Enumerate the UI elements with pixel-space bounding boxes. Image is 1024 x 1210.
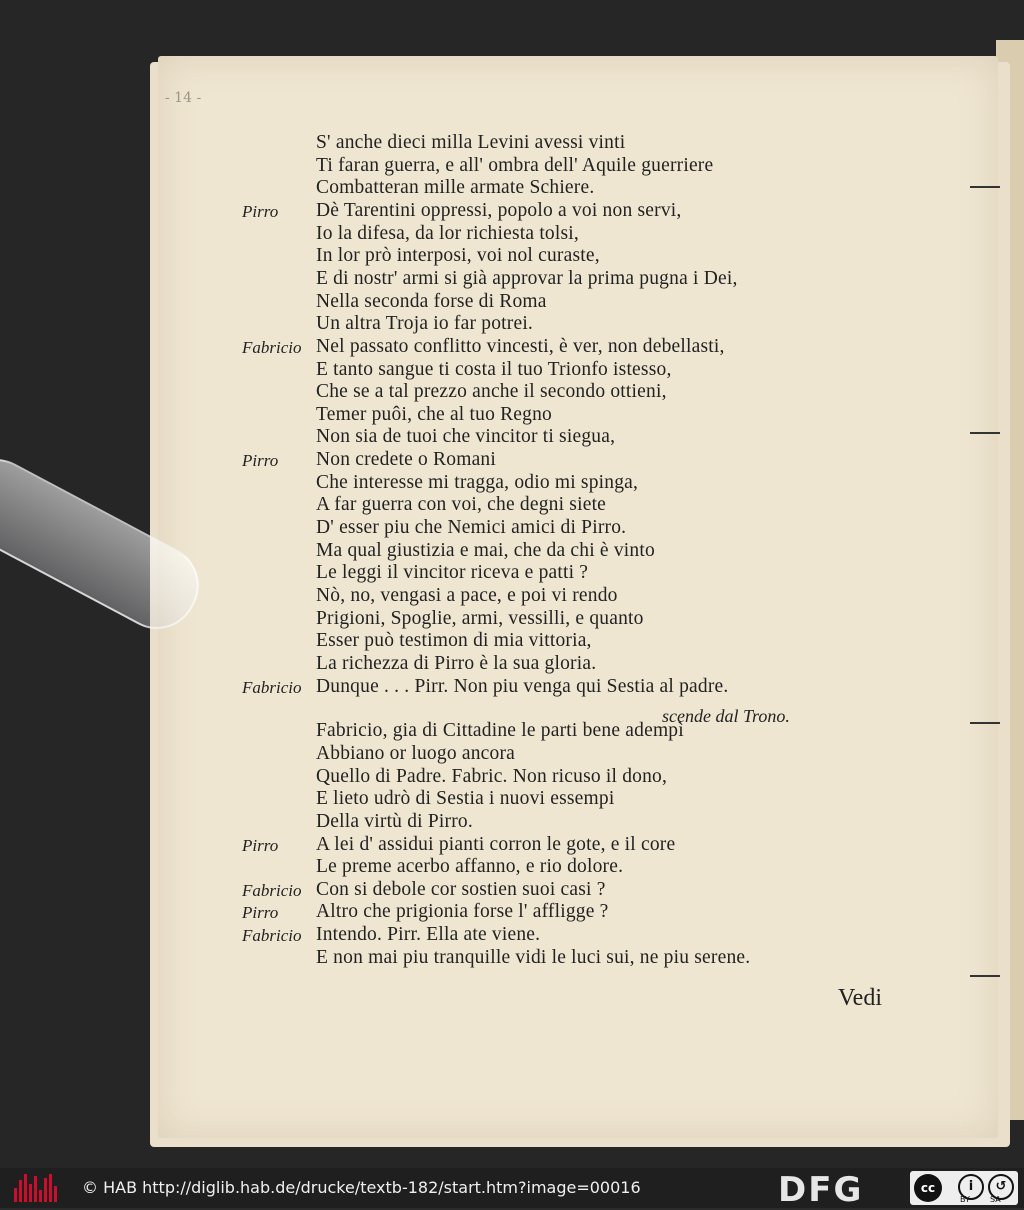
speaker-name: Pirro (242, 835, 279, 855)
verse-line: La richezza di Pirro è la sua gloria. (316, 652, 597, 674)
verse-line: Io la difesa, da lor richiesta tolsi, (316, 222, 579, 244)
sa-label: SA (990, 1195, 1001, 1204)
verse-line: E di nostr' armi si già approvar la prima pugna i Dei, (316, 267, 738, 289)
verse-line: Esser può testimon di mia vittoria, (316, 630, 592, 652)
catchword: Vedi (838, 985, 882, 1011)
by-label: BY (960, 1195, 970, 1204)
binding-mark (970, 186, 1000, 188)
speaker-name: Pirro (242, 201, 279, 221)
verse-line: Con si debole cor sostien suoi casi ? (316, 878, 606, 900)
speaker-name: Fabricio (242, 880, 302, 900)
footer-bar (0, 1168, 1024, 1208)
verse-line: Le leggi il vincitor riceva e patti ? (316, 562, 589, 584)
verse-line: E non mai piu tranquille vidi le luci sui, ne piu serene. (316, 946, 751, 968)
verse-line: Della virtù di Pirro. (316, 810, 473, 832)
speaker-name: Fabricio (242, 926, 302, 946)
page-number: - 14 - (165, 90, 202, 106)
verse-line: Nella seconda forse di Roma (316, 290, 547, 312)
dfg-logo: DFG (778, 1170, 864, 1210)
verse-line: Combatteran mille armate Schiere. (316, 177, 595, 199)
verse-line: Un altra Troja io far potrei. (316, 313, 534, 335)
stage-direction: scende dal Trono. (662, 706, 790, 726)
verse-line: Dunque . . . Pirr. Non piu venga qui Sestia al padre. (316, 675, 729, 697)
speaker-name: Pirro (242, 451, 279, 471)
by-icon: i (958, 1174, 984, 1200)
verse-line: E lieto udrò di Sestia i nuovi essempi (316, 788, 615, 810)
verse-line: Dè Tarentini oppressi, popolo a voi non servi, (316, 199, 682, 221)
hab-logo-icon (14, 1174, 60, 1202)
binding-mark (970, 722, 1000, 724)
verse-line: D' esser piu che Nemici amici di Pirro. (316, 517, 627, 539)
sa-icon: ↺ (988, 1174, 1014, 1200)
verse-line: A far guerra con voi, che degni siete (316, 494, 607, 516)
verse-line: Abbiano or luogo ancora (316, 742, 516, 764)
speaker-name: Pirro (242, 903, 279, 923)
speaker-name: Fabricio (242, 677, 302, 697)
verse-line: In lor prò interposi, voi nol curaste, (316, 245, 600, 267)
cc-icon: cc (914, 1174, 942, 1202)
verse-line: Fabricio, gia di Cittadine le parti bene adempì (316, 720, 684, 742)
verse-line: Ma qual giustizia e mai, che da chi è vinto (316, 539, 655, 561)
verse-line: Prigioni, Spoglie, armi, vessilli, e quanto (316, 607, 644, 629)
verse-line: Nò, no, vengasi a pace, e poi vi rendo (316, 585, 618, 606)
verse-line: Che se a tal prezzo anche il secondo ottieni, (316, 381, 667, 403)
verse-line: Altro che prigionia forse l' affligge ? (316, 901, 609, 923)
verse-line: Nel passato conflitto vincesti, è ver, non debellasti, (316, 335, 725, 357)
verse-line: Ti faran guerra, e all' ombra dell' Aquile guerriere (316, 154, 714, 176)
verse-line: Le preme acerbo affanno, e rio dolore. (316, 856, 624, 878)
cc-license-badge[interactable] (910, 1171, 1018, 1205)
verse-line: S' anche dieci milla Levini avessi vinti (316, 132, 626, 153)
speaker-name: Fabricio (242, 337, 302, 357)
verse-line: Che interesse mi tragga, odio mi spinga, (316, 471, 639, 493)
binding-mark (970, 432, 1000, 434)
verse-line: A lei d' assidui pianti corron le gote, e il core (316, 833, 676, 855)
verse-line: E tanto sangue ti costa il tuo Trionfo istesso, (316, 358, 672, 380)
verse-line: Intendo. Pirr. Ella ate viene. (316, 924, 541, 946)
verse-line: Non sia de tuoi che vincitor ti siegua, (316, 426, 616, 448)
verse-line: Quello di Padre. Fabric. Non ricuso il dono, (316, 765, 668, 787)
copyright-link[interactable]: © HAB http://diglib.hab.de/drucke/textb-182/start.htm?image=00016 (82, 1178, 641, 1197)
verse-line: Temer puôi, che al tuo Regno (316, 403, 553, 425)
verse-line: Non credete o Romani (316, 449, 496, 471)
binding-mark (970, 975, 1000, 977)
